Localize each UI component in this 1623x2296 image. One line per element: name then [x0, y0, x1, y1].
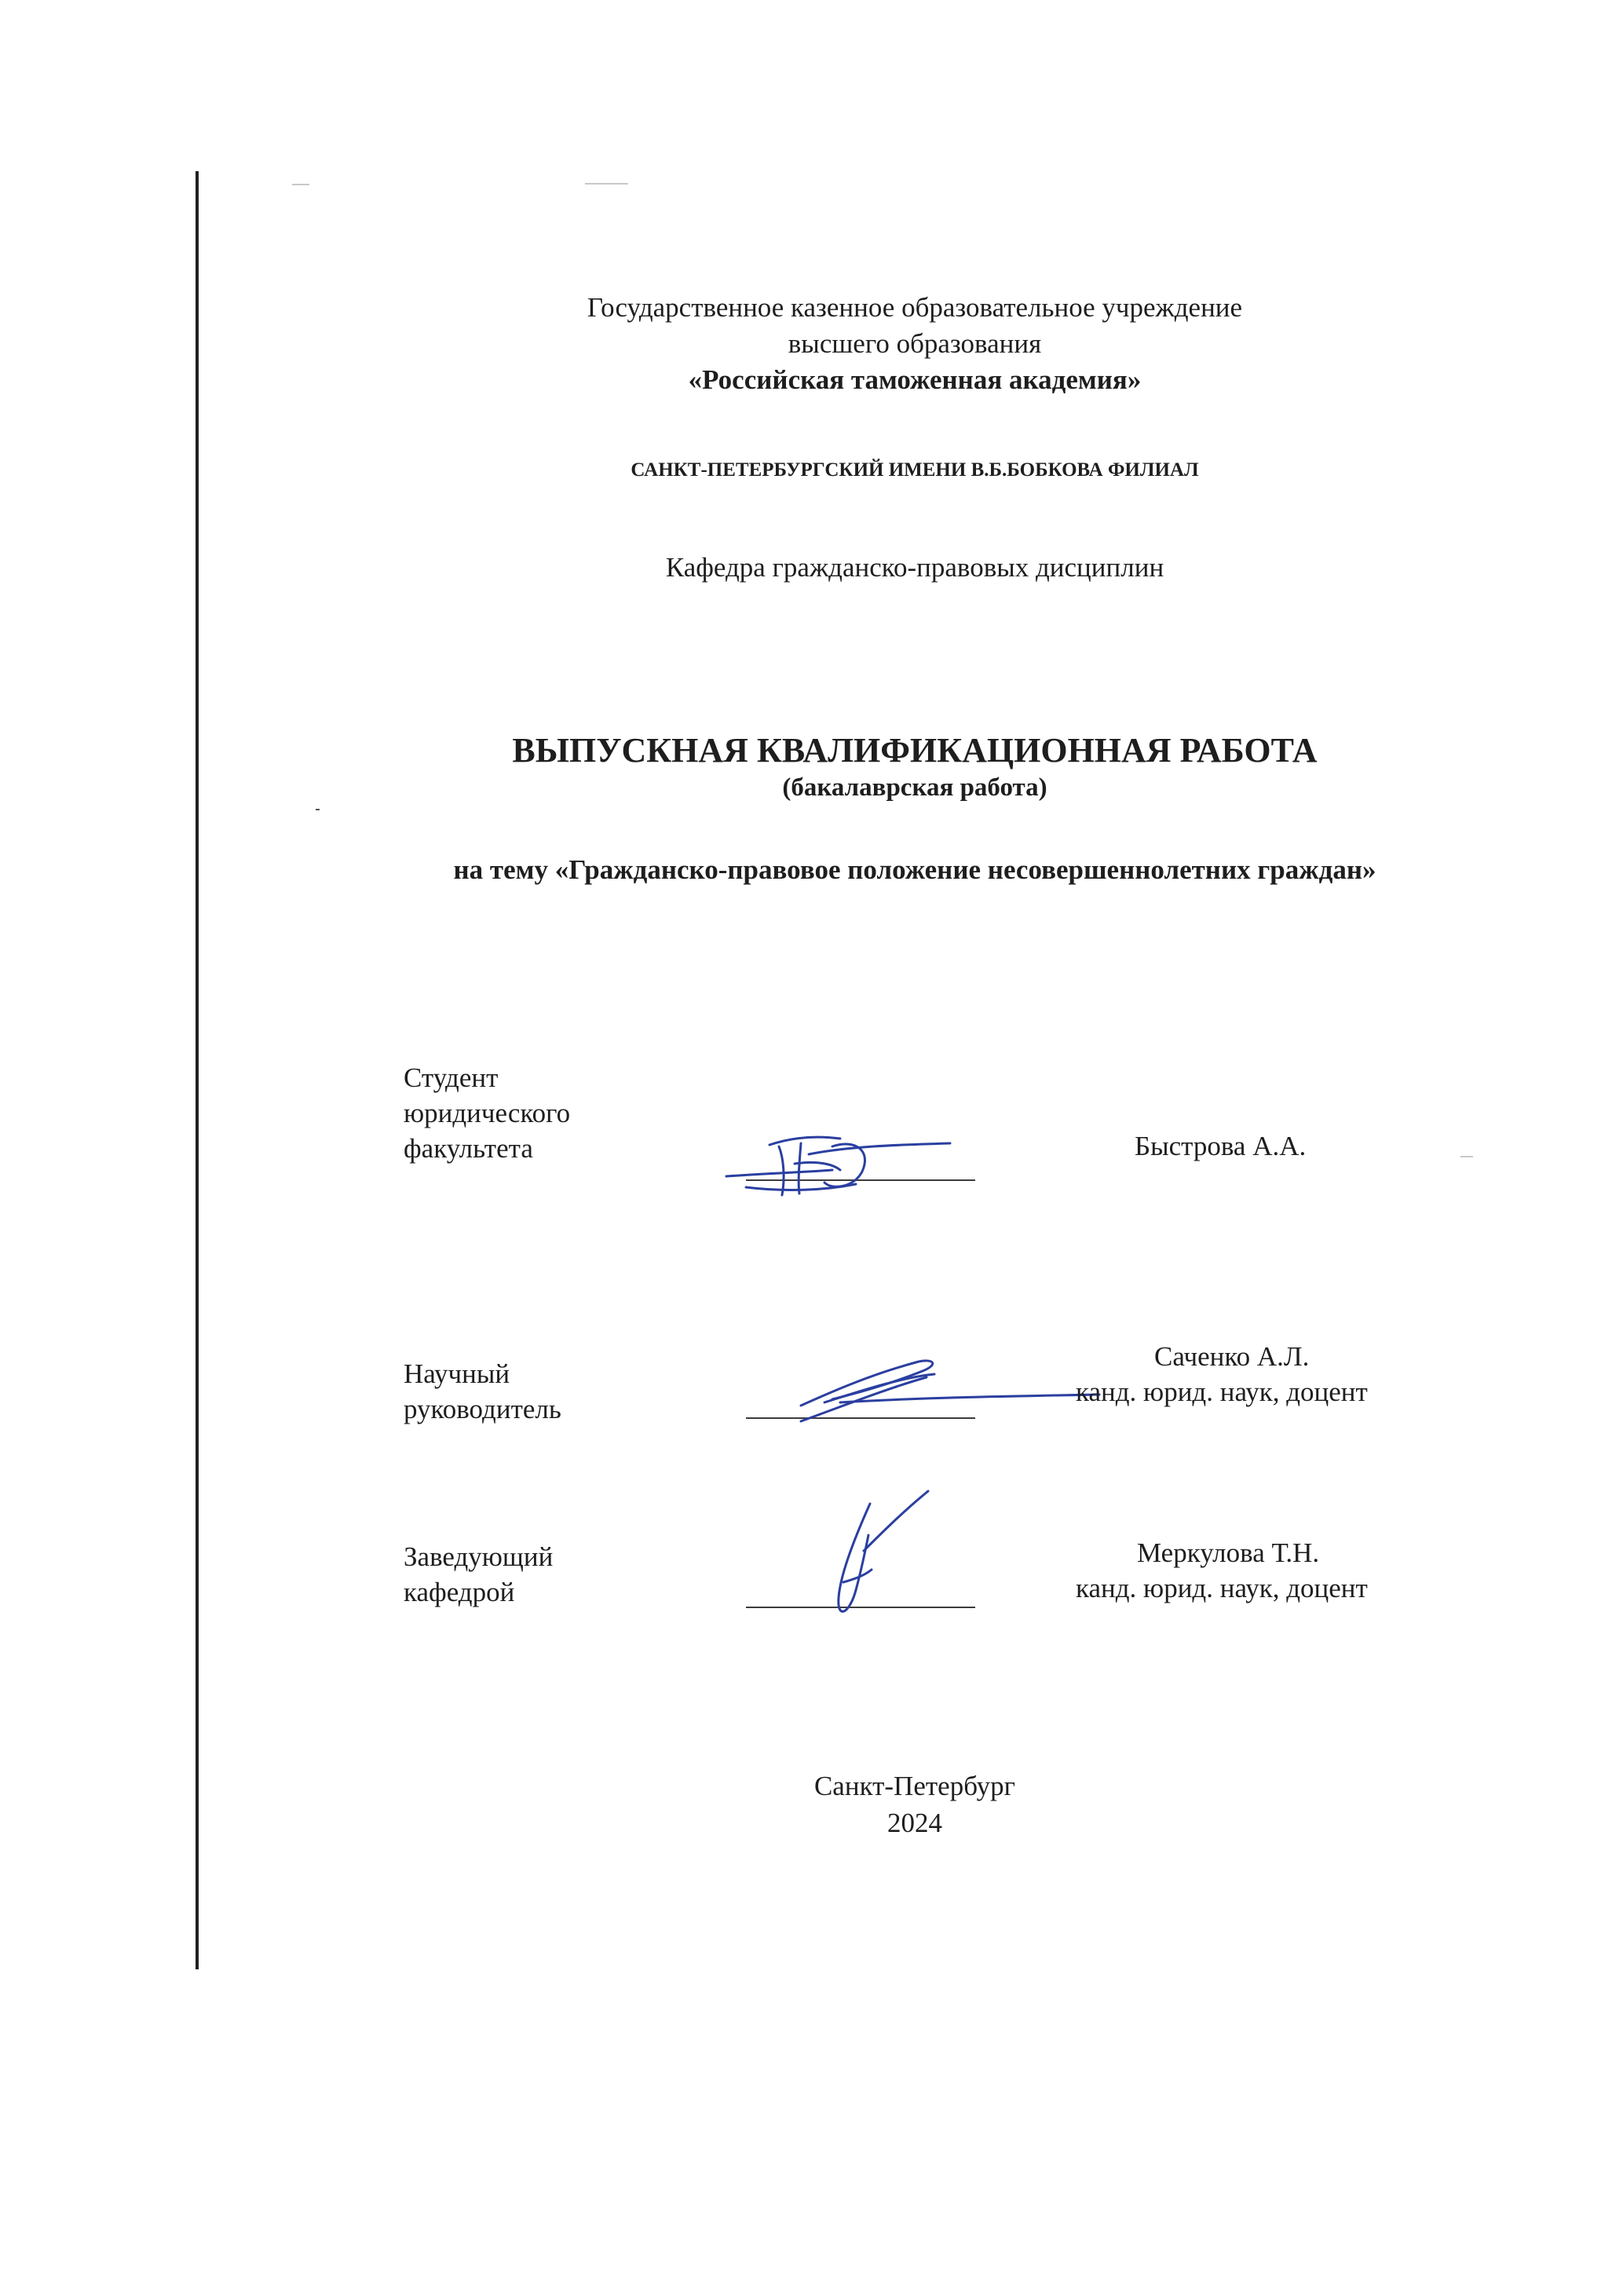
head-name: Меркулова Т.Н.	[1137, 1537, 1320, 1568]
work-subtitle: (бакалаврская работа)	[782, 773, 1047, 802]
student-signature-icon	[722, 1115, 974, 1201]
supervisor-signature-icon	[777, 1343, 1107, 1429]
student-name: Быстрова А.А.	[1135, 1131, 1307, 1161]
work-topic: на тему «Гражданско-правовое положение несовершеннолетних граждан»	[453, 854, 1376, 885]
head-role	[404, 1539, 553, 1610]
head-degree: канд. юрид. наук, доцент	[1076, 1573, 1368, 1603]
scan-speck	[1460, 1156, 1473, 1157]
kafedra-name: Кафедра гражданско-правовых дисциплин	[665, 552, 1164, 583]
student-role-line: факультета	[404, 1133, 533, 1164]
city: Санкт-Петербург	[813, 1771, 1016, 1801]
supervisor-name: Саченко А.Л.	[1154, 1341, 1310, 1372]
head-role-line: Заведующий	[404, 1541, 554, 1572]
academy-name: «Российская таможенная академия»	[688, 364, 1142, 395]
institution-line-1: Государственное казенное образовательное учреждение	[587, 292, 1243, 323]
scan-speck	[585, 183, 628, 185]
student-role	[404, 1060, 570, 1166]
supervisor-degree: канд. юрид. наук, доцент	[1076, 1377, 1368, 1407]
head-role-line: кафедрой	[404, 1577, 515, 1607]
supervisor-role	[404, 1356, 561, 1427]
student-role-line: Студент	[404, 1062, 499, 1093]
supervisor-role-line: Научный	[404, 1358, 510, 1389]
filial-name: САНКТ-ПЕТЕРБУРГСКИЙ ИМЕНИ В.Б.БОБКОВА ФИЛИАЛ	[631, 459, 1199, 481]
year: 2024	[887, 1808, 942, 1838]
supervisor-role-line: руководитель	[404, 1394, 561, 1424]
scan-speck	[316, 809, 320, 810]
work-title: ВЫПУСКНАЯ КВАЛИФИКАЦИОННАЯ РАБОТА	[512, 731, 1318, 770]
binding-edge-line	[196, 171, 199, 1969]
scan-speck	[292, 184, 309, 185]
head-signature-icon	[809, 1488, 950, 1625]
student-role-line: юридического	[404, 1098, 571, 1128]
institution-line-2: высшего образования	[788, 328, 1042, 359]
